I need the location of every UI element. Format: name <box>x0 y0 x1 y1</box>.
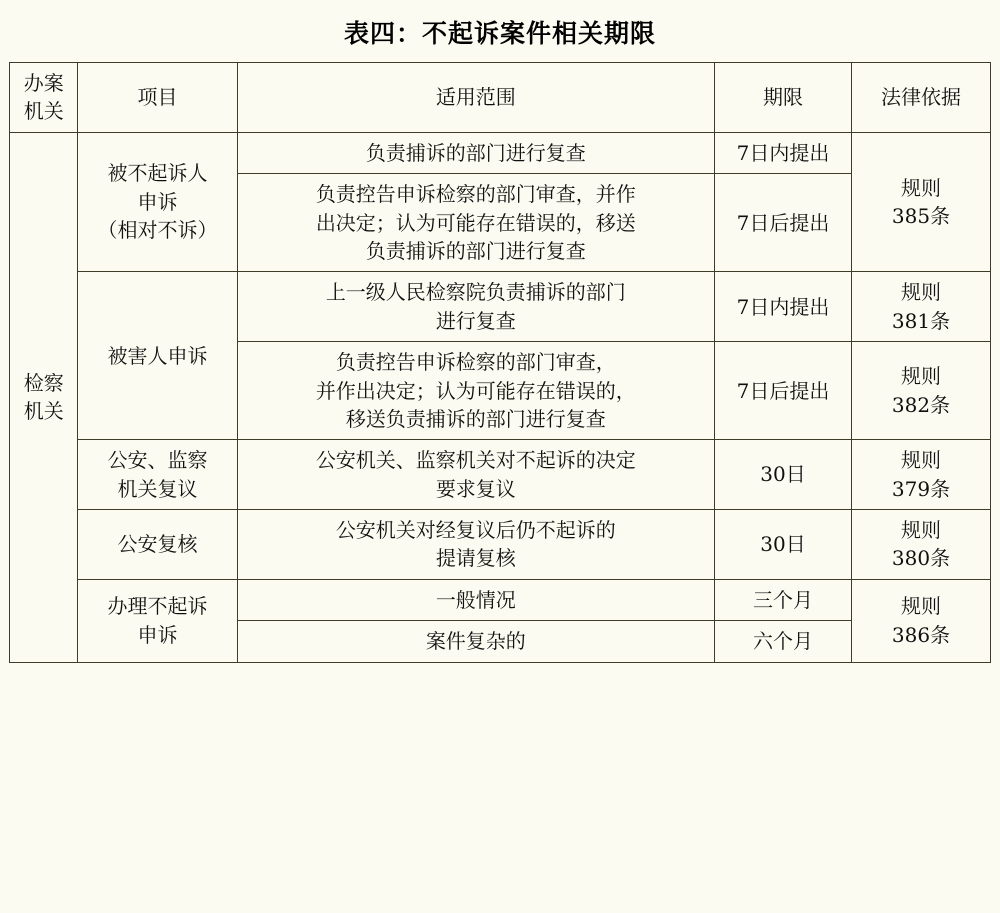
cell-term: 30日 <box>715 510 852 580</box>
cell-item-handle-appeal <box>78 579 237 662</box>
item-line1: 办理不起诉 <box>107 594 208 619</box>
scope-line2: 并作出决定；认为可能存在错误的， <box>315 378 636 403</box>
cell-scope: 案件复杂的 <box>237 621 714 662</box>
scope-line2: 出决定；认为可能存在错误的，移送 <box>315 210 636 235</box>
column-header-item: 项目 <box>78 63 237 133</box>
scope-line2: 提请复核 <box>435 546 516 571</box>
deadlines-table <box>9 62 991 663</box>
item-line2: 机关复议 <box>117 476 198 501</box>
cell-item-recheck: 公安复核 <box>78 510 237 580</box>
scope-line3: 移送负责捕诉的部门进行复查 <box>345 406 606 431</box>
cell-term: 六个月 <box>715 621 852 662</box>
cell-scope <box>237 272 714 342</box>
item-line2: 申诉 <box>137 622 178 647</box>
cell-item-review-request <box>78 440 237 510</box>
cell-law <box>851 579 990 662</box>
law-line1: 规则 <box>900 364 941 389</box>
law-line2: 381条 <box>891 308 951 333</box>
law-line1: 规则 <box>900 448 941 473</box>
cell-law <box>851 342 990 440</box>
cell-item-victim-appeal: 被害人申诉 <box>78 272 237 440</box>
column-header-law: 法律依据 <box>851 63 990 133</box>
cell-scope: 一般情况 <box>237 579 714 620</box>
scope-line1: 负责控告申诉检察的部门审查， <box>335 350 616 375</box>
column-header-agency-line2: 机关 <box>23 99 64 124</box>
item-line3: （相对不诉） <box>97 218 218 243</box>
item-line1: 被不起诉人 <box>107 161 208 186</box>
table-row <box>10 440 991 510</box>
column-header-agency <box>10 63 78 133</box>
law-line1: 规则 <box>900 594 941 619</box>
cell-law <box>851 510 990 580</box>
cell-term: 7日后提出 <box>715 174 852 272</box>
table-row <box>10 132 991 173</box>
cell-term: 7日内提出 <box>715 132 852 173</box>
cell-term: 7日后提出 <box>715 342 852 440</box>
agency-line1: 检察 <box>23 370 64 395</box>
cell-agency <box>10 132 78 662</box>
law-line2: 382条 <box>891 392 951 417</box>
scope-line1: 负责控告申诉检察的部门审查，并作 <box>315 182 636 207</box>
cell-item-defendant-appeal <box>78 132 237 272</box>
cell-scope <box>237 440 714 510</box>
scope-line1: 公安机关对经复议后仍不起诉的 <box>335 518 616 543</box>
law-line2: 380条 <box>891 546 951 571</box>
scope-line1: 负责捕诉的部门进行复查 <box>365 140 586 165</box>
cell-term: 7日内提出 <box>715 272 852 342</box>
cell-scope <box>237 132 714 173</box>
scope-line1: 公安机关、监察机关对不起诉的决定 <box>315 448 636 473</box>
column-header-scope: 适用范围 <box>237 63 714 133</box>
law-line1: 规则 <box>900 280 941 305</box>
cell-law <box>851 132 990 272</box>
page-title: 表四：不起诉案件相关期限 <box>343 19 656 48</box>
agency-line2: 机关 <box>23 399 64 424</box>
cell-term: 三个月 <box>715 579 852 620</box>
cell-law <box>851 440 990 510</box>
scope-line2: 进行复查 <box>435 308 516 333</box>
law-line2: 386条 <box>891 622 951 647</box>
table-row <box>10 272 991 342</box>
cell-law <box>851 272 990 342</box>
law-line1: 规则 <box>900 518 941 543</box>
scope-line1: 上一级人民检察院负责捕诉的部门 <box>325 280 626 305</box>
cell-scope <box>237 342 714 440</box>
table-row <box>10 579 991 620</box>
column-header-agency-line1: 办案 <box>23 71 64 95</box>
cell-scope <box>237 510 714 580</box>
item-line2: 申诉 <box>137 189 178 214</box>
column-header-term: 期限 <box>715 63 852 133</box>
scope-line2: 要求复议 <box>435 476 516 501</box>
scope-line3: 负责捕诉的部门进行复查 <box>365 238 586 263</box>
cell-scope <box>237 174 714 272</box>
law-line2: 385条 <box>891 204 951 229</box>
item-line1: 公安、监察 <box>107 448 208 473</box>
law-line2: 379条 <box>891 476 951 501</box>
law-line1: 规则 <box>900 175 941 200</box>
table-row <box>10 510 991 580</box>
table-header-row <box>10 63 991 133</box>
cell-term: 30日 <box>715 440 852 510</box>
